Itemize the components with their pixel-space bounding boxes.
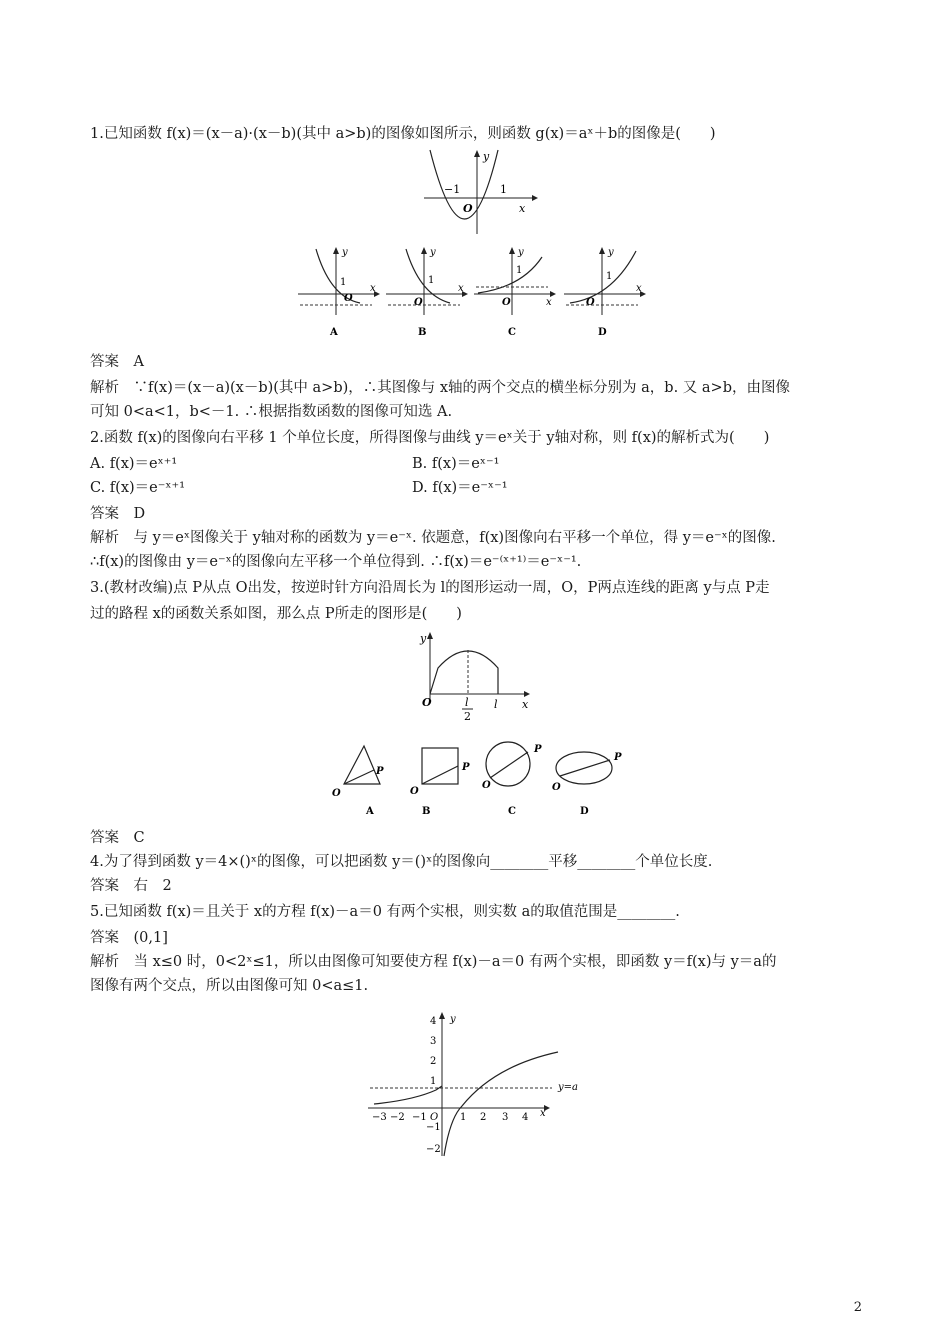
q1-y-label: y xyxy=(483,150,490,163)
svg-text:O: O xyxy=(332,788,341,799)
svg-text:P: P xyxy=(462,762,470,773)
svg-text:1: 1 xyxy=(428,275,435,286)
svg-text:y: y xyxy=(608,247,614,258)
q5-xtick-3: 3 xyxy=(502,1112,509,1123)
q5-analysis-1: 解析 当 x≤0 时，0<2ˣ≤1，所以由图像可知要使方程 f(x)－a＝0 有两个实根，即函数 y＝f(x)与 y＝a的 xyxy=(90,954,777,970)
svg-text:x: x xyxy=(636,283,642,294)
q2-analysis-2: ∴f(x)的图像由 y＝e⁻ˣ的图像向左平移一个单位得到. ∴f(x)＝e⁻⁽ˣ⁺¹⁾＝e⁻ˣ⁻¹. xyxy=(90,554,582,570)
q2-option-d: D. f(x)＝e⁻ˣ⁻¹ xyxy=(412,480,508,496)
q1-analysis-1: 解析 ∵f(x)＝(x－a)(x－b)(其中 a>b)，∴其图像与 x轴的两个交点的横坐标分别为 a，b. 又 a>b，由图像 xyxy=(90,380,790,396)
svg-text:O: O xyxy=(344,293,353,304)
q2-analysis-1: 解析 与 y＝eˣ图像关于 y轴对称的函数为 y＝e⁻ˣ. 依题意，f(x)图像向右平移一个单位，得 y＝e⁻ˣ的图像. xyxy=(90,530,776,546)
q5-analysis-2: 图像有两个交点，所以由图像可知 0<a≤1. xyxy=(90,978,369,994)
q1-choice-a-label: A xyxy=(330,327,338,338)
svg-text:y: y xyxy=(420,632,427,645)
svg-text:P: P xyxy=(614,752,622,763)
q5-xtick-m1: −1 xyxy=(412,1112,427,1123)
q5-ytick-1: 1 xyxy=(430,1076,437,1087)
q5-ytick-2: 2 xyxy=(430,1056,437,1067)
q2-option-a: A. f(x)＝eˣ⁺¹ xyxy=(90,456,178,472)
svg-text:1: 1 xyxy=(516,265,523,276)
q5-xtick-1: 1 xyxy=(460,1112,467,1123)
q2-text: 2.函数 f(x)的图像向右平移 1 个单位长度，所得图像与曲线 y＝eˣ关于 y轴对称，则 f(x)的解析式为( ) xyxy=(90,430,770,446)
q3-distance-graph xyxy=(416,628,536,724)
svg-text:O: O xyxy=(502,297,511,308)
q5-xtick-m3: −3 xyxy=(372,1112,387,1123)
q3-choice-c-label: C xyxy=(508,806,516,817)
q4-answer: 答案 右 2 xyxy=(90,878,172,894)
q1-answer: 答案 A xyxy=(90,354,144,370)
svg-text:O: O xyxy=(414,297,423,308)
q3-text-2: 过的路程 x的函数关系如图，那么点 P所走的图形是( ) xyxy=(90,606,462,622)
svg-text:O: O xyxy=(586,297,595,308)
q1-choice-c-graph xyxy=(472,243,562,341)
q5-ytick-m2: −2 xyxy=(426,1144,441,1155)
q1-choice-d-graph xyxy=(562,243,652,341)
q3-choice-d-ellipse xyxy=(550,740,630,818)
q3-answer: 答案 C xyxy=(90,830,145,846)
q1-origin-label: O xyxy=(463,202,473,215)
svg-text:1: 1 xyxy=(606,271,613,282)
q5-y-axis-label: y xyxy=(450,1014,456,1025)
svg-text:x: x xyxy=(546,297,552,308)
q1-tick-minus1: −1 xyxy=(444,183,461,196)
svg-text:O: O xyxy=(422,696,432,709)
q5-text: 5.已知函数 f(x)＝且关于 x的方程 f(x)－a＝0 有两个实根，则实数 a的取值范围是________. xyxy=(90,904,680,920)
q3-choice-b-square xyxy=(408,740,478,818)
q1-choice-b-graph xyxy=(384,243,474,341)
svg-text:O: O xyxy=(482,780,491,791)
q5-ytick-3: 3 xyxy=(430,1036,437,1047)
svg-text:y: y xyxy=(342,247,348,258)
svg-text:O: O xyxy=(410,786,419,797)
q5-x-axis-label: x xyxy=(540,1108,546,1119)
svg-text:O: O xyxy=(552,782,561,793)
q5-ytick-4: 4 xyxy=(430,1016,437,1027)
q2-option-c: C. f(x)＝e⁻ˣ⁺¹ xyxy=(90,480,186,496)
q3-tick-half-num: l xyxy=(465,696,469,709)
q5-function-graph xyxy=(364,1006,594,1162)
q3-text-1: 3.(教材改编)点 P从点 O出发，按逆时针方向沿周长为 l的图形运动一周，O，P两点连线的距离 y与点 P走 xyxy=(90,580,770,596)
q1-analysis-2: 可知 0<a<1，b<－1. ∴根据指数函数的图像可知选 A. xyxy=(90,404,453,420)
svg-text:P: P xyxy=(534,744,542,755)
svg-text:y: y xyxy=(430,247,436,258)
svg-text:x: x xyxy=(370,283,376,294)
q3-tick-half-den: 2 xyxy=(464,710,471,723)
q1-tick-1: 1 xyxy=(500,183,507,196)
q2-option-b: B. f(x)＝eˣ⁻¹ xyxy=(412,456,500,472)
q2-answer: 答案 D xyxy=(90,506,146,522)
q5-xtick-2: 2 xyxy=(480,1112,487,1123)
page-number: 2 xyxy=(853,1300,862,1315)
svg-text:1: 1 xyxy=(340,277,347,288)
q1-choice-c-label: C xyxy=(508,327,516,338)
svg-text:y: y xyxy=(518,247,524,258)
q5-xtick-m2: −2 xyxy=(390,1112,405,1123)
q3-choice-c-circle xyxy=(480,736,550,818)
q3-choice-d-label: D xyxy=(580,806,589,817)
q3-tick-l: l xyxy=(494,698,498,711)
q3-choice-a-label: A xyxy=(366,806,374,817)
svg-text:x: x xyxy=(458,283,464,294)
q1-choice-d-label: D xyxy=(598,327,607,338)
q1-choice-a-graph xyxy=(296,243,386,341)
q1-text: 1.已知函数 f(x)＝(x－a)·(x－b)(其中 a>b)的图像如图所示，则函数 g(x)＝aˣ＋b的图像是( ) xyxy=(90,126,716,142)
q4-text: 4.为了得到函数 y＝4×()ˣ的图像，可以把函数 y＝()ˣ的图像向________平移________个单位长度. xyxy=(90,854,713,870)
q3-choice-b-label: B xyxy=(422,806,431,817)
q5-ytick-m1: −1 xyxy=(426,1122,441,1133)
q1-x-label: x xyxy=(519,202,526,215)
q5-answer: 答案 (0,1] xyxy=(90,930,168,946)
q1-choice-b-label: B xyxy=(418,327,427,338)
svg-text:P: P xyxy=(376,766,384,777)
q5-xtick-4: 4 xyxy=(522,1112,529,1123)
svg-text:x: x xyxy=(522,698,529,711)
q1-parabola-figure xyxy=(420,148,540,238)
q5-origin: O xyxy=(430,1112,439,1123)
q3-choice-a-triangle xyxy=(330,740,400,818)
q5-line-label: y=a xyxy=(558,1082,578,1093)
